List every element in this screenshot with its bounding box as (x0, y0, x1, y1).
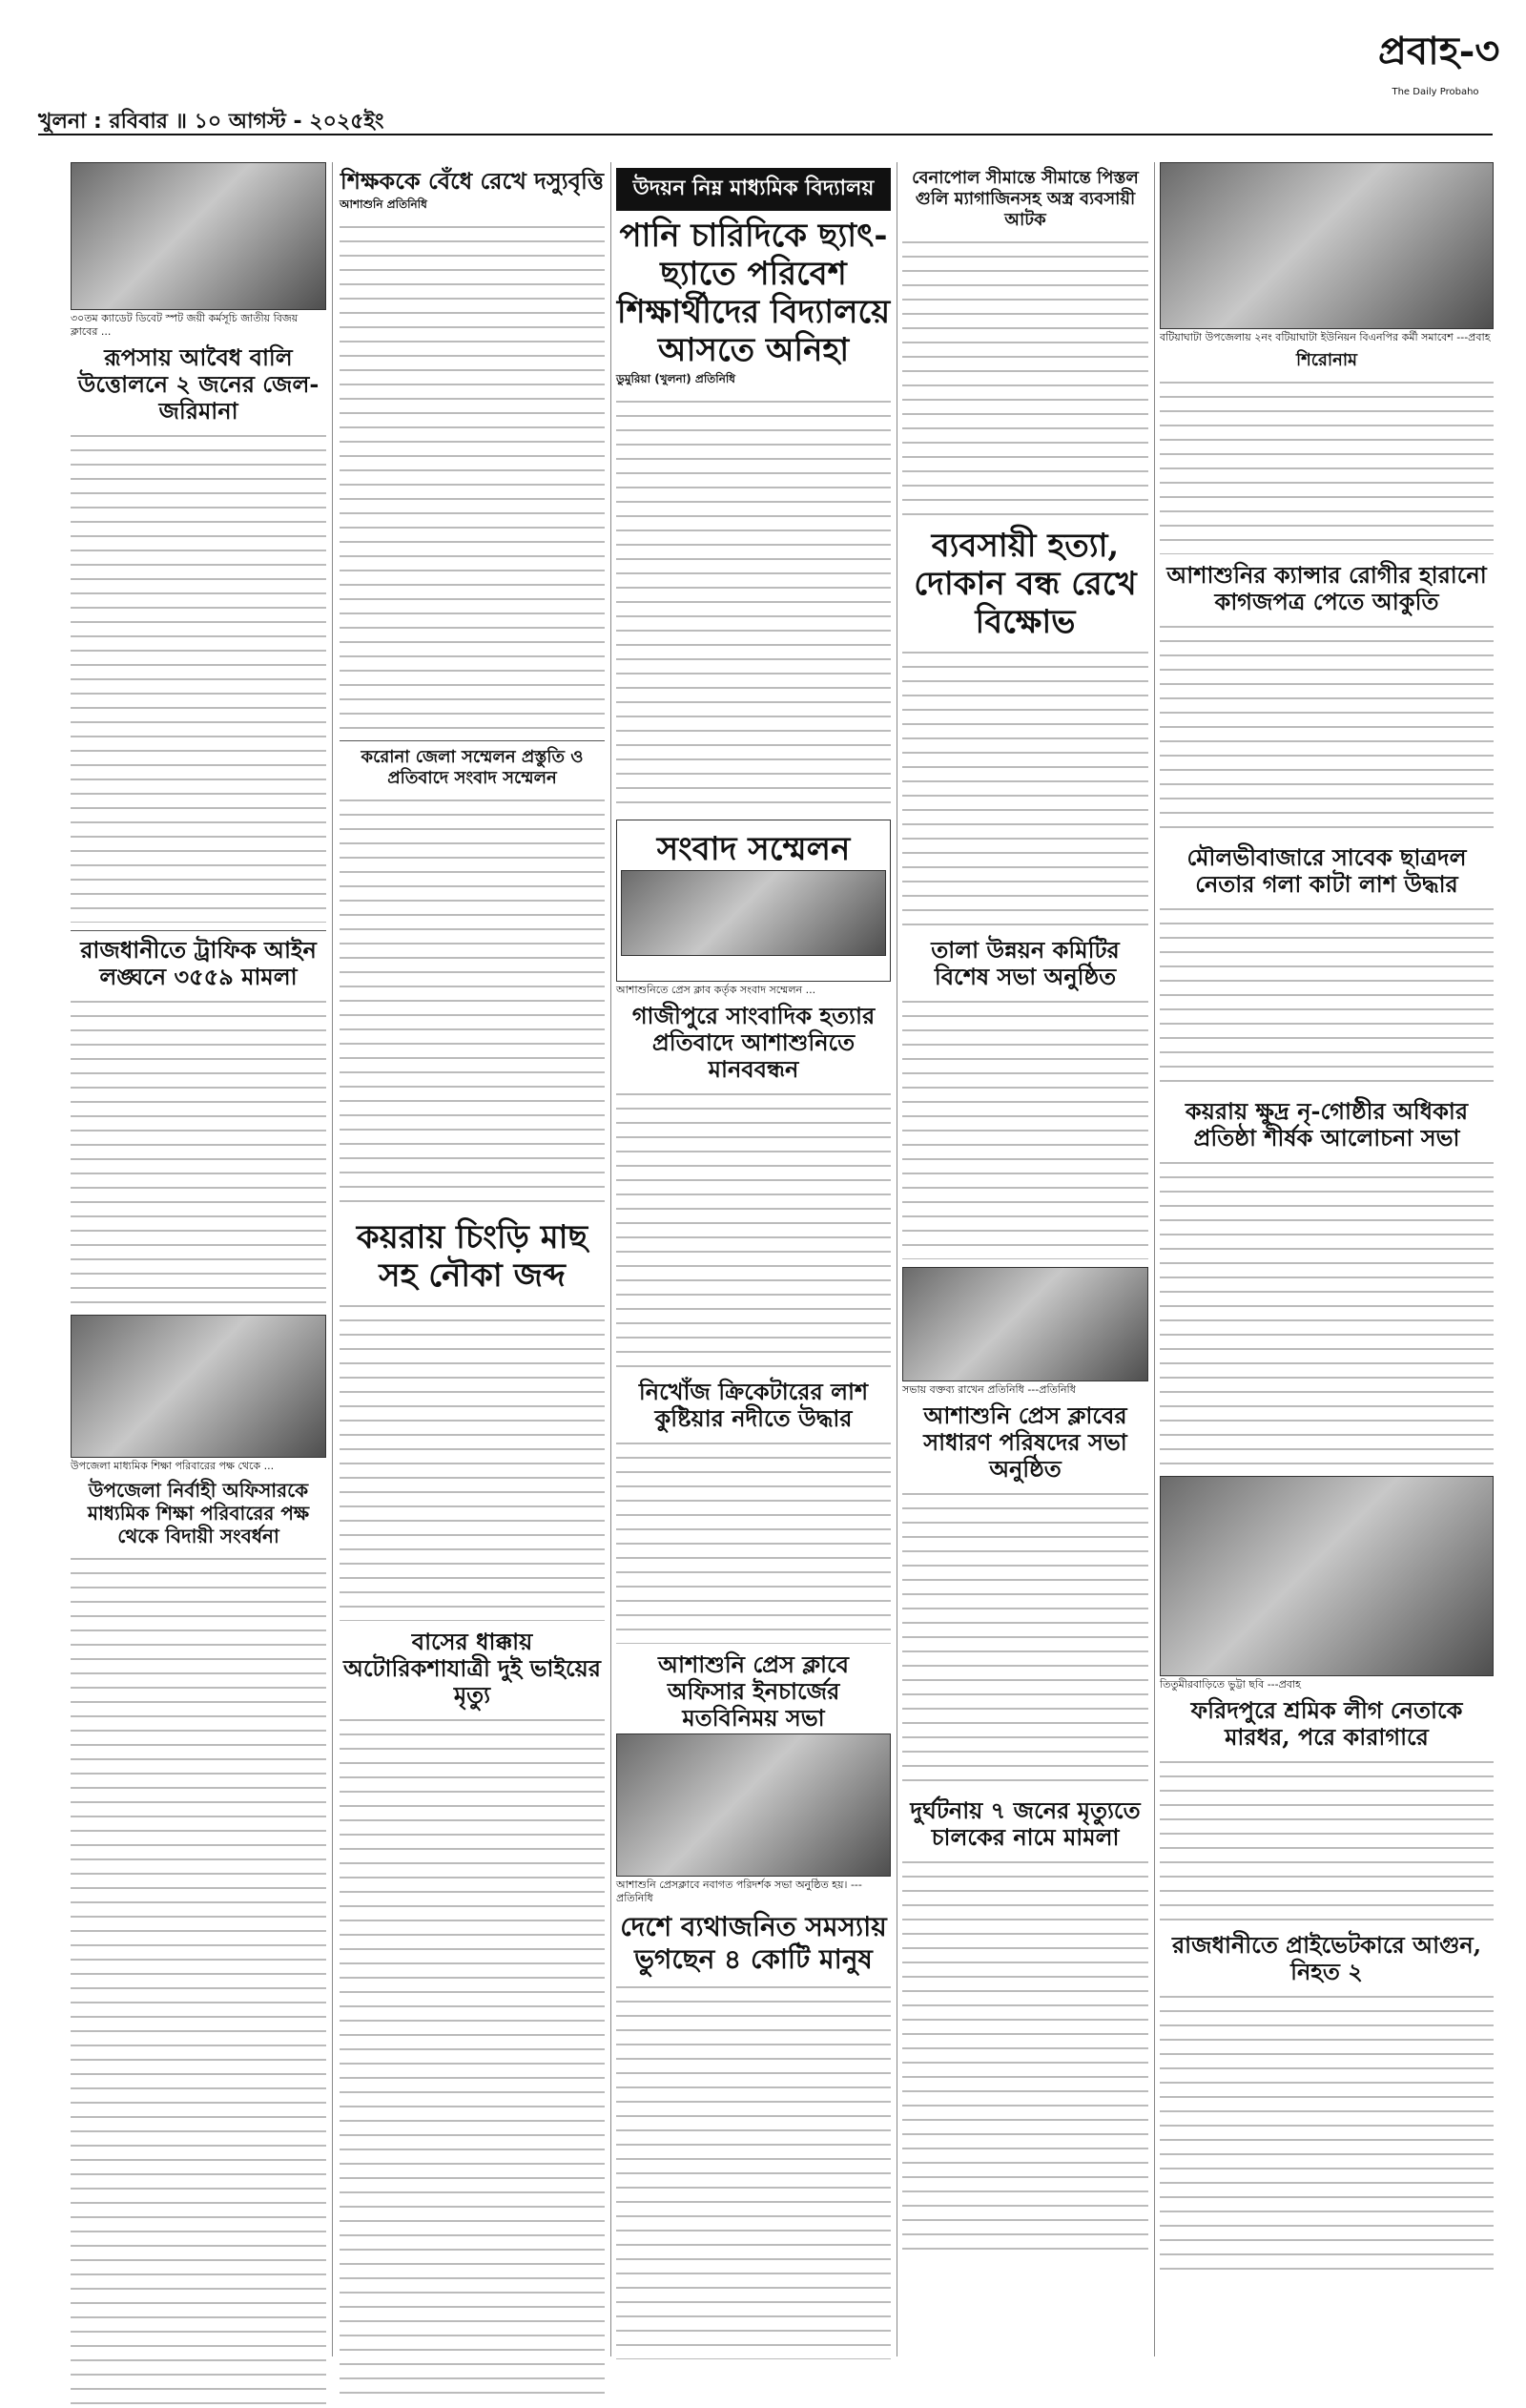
headline: শিরোনাম (1295, 350, 1358, 370)
headline: আশাশুনির ক্যান্সার রোগীর হারানো কাগজপত্র পেতে আকুতি (1166, 561, 1487, 615)
headline: রাজধানীতে প্রাইভেটকারে আগুন, নিহত ২ (1171, 1931, 1482, 1985)
article-body (616, 1434, 891, 1644)
press-conference-photo (616, 820, 891, 982)
photo-caption: সভায় বক্তব্য রাখেন প্রতিনিধি ---প্রতিনিধি (902, 1383, 1076, 1396)
headline: আশাশুনি প্রেস ক্লাবে অফিসার ইনচার্জের মতবিনিময় সভা (658, 1650, 849, 1732)
masthead (38, 21, 1500, 143)
column-4 (902, 162, 1148, 2356)
photo-caption: ৩০তম ক্যাডেট ডিবেট স্পট জয়ী কর্মসূচি জাতীয় বিজয় ক্লাবের ... (71, 312, 299, 338)
photo-caption: আশাশুনি প্রেসক্লাবে নবাগত পরিদর্শক সভা অনুষ্ঠিত হয়। ---প্রতিনিধি (616, 1879, 862, 1904)
article-body (340, 218, 605, 733)
column-rule (1154, 162, 1155, 2356)
article-body (340, 1297, 605, 1621)
photo-caption: আশাশুনিতে প্রেস ক্লাব কর্তৃক সংবাদ সম্মেলন ... (616, 984, 816, 996)
headline: দুর্ঘটনায় ৭ জনের মৃত্যুতে চালকের নামে মামলা (910, 1796, 1141, 1851)
headline: রূপসায় আবৈধ বালি উত্তোলনে ২ জনের জেল-জরিমানা (77, 343, 320, 425)
headline: ফরিদপুরে শ্রমিক লীগ নেতাকে মারধর, পরে কারাগারে (1190, 1696, 1463, 1751)
article-body (1160, 1153, 1494, 1468)
headline: রাজধানীতে ট্রাফিক আইন লঙ্ঘনে ৩৫৫৯ মামলা (80, 936, 317, 990)
byline: আশাশুনি প্রতিনিধি (340, 197, 427, 211)
news-photo (902, 1267, 1148, 1381)
headline: কয়রায় ক্ষুদ্র নৃ-গোষ্ঠীর অধিকার প্রতিষ্ঠা শীর্ষক আলোচনা সভা (1185, 1097, 1469, 1152)
headline: কয়রায় চিংড়ি মাছ সহ নৌকা জব্দ (356, 1218, 588, 1295)
news-photo (1160, 1476, 1494, 1676)
news-photo (71, 162, 326, 310)
column-1 (71, 162, 326, 2356)
headline: শিক্ষককে বেঁধে রেখে দস্যুবৃত্তি (340, 167, 605, 195)
headline: দেশে ব্যথাজনিত সমস্যায় ভুগছেন ৪ কোটি মানুষ (620, 1911, 887, 1975)
section-band: উদয়ন নিম্ন মাধ্যমিক বিদ্যালয় (616, 168, 891, 211)
banner-title: সংবাদ সম্মেলন (656, 830, 851, 868)
dateline: খুলনা : রবিবার ॥ ১০ আগস্ট - ২০২৫ইং (38, 110, 384, 134)
article-body (71, 992, 326, 1307)
byline: ডুমুরিয়া (খুলনা) প্রতিনিধি (616, 372, 736, 385)
article-body (902, 643, 1148, 929)
news-photo (71, 1315, 326, 1458)
divider (340, 740, 605, 741)
logo-subtitle: The Daily Probaho (1392, 87, 1479, 97)
date-bar (38, 105, 1493, 135)
lead-headline: পানি চারিদিকে ছ্যাৎ-ছ্যাতে পরিবেশ শিক্ষার্থীদের বিদ্যালয়ে আসতে অনিহা (616, 217, 891, 369)
page-number: -৩ (1458, 29, 1500, 73)
logo-text: প্রবাহ (1378, 29, 1459, 73)
headline: তালা উন্নয়ন কমিটির বিশেষ সভা অনুষ্ঠিত (931, 936, 1120, 990)
headline: করোনা জেলা সম্মেলন প্রস্তুতি ও প্রতিবাদে সংবাদ সম্মেলন (361, 747, 584, 788)
article-body (902, 992, 1148, 1259)
headline: ব্যবসায়ী হত্যা, দোকান বন্ধ রেখে বিক্ষোভ (914, 527, 1137, 641)
column-3 (616, 162, 891, 2356)
newspaper-logo (1378, 21, 1500, 97)
headline: আশাশুনি প্রেস ক্লাবের সাধারণ পরিষদের সভা অনুষ্ঠিত (923, 1401, 1127, 1483)
column-5 (1160, 162, 1494, 2356)
article-body (902, 233, 1148, 519)
news-photo (616, 1733, 891, 1877)
column-2 (340, 162, 605, 2356)
headline: বাসের ধাক্কায় অটোরিকশাযাত্রী দুই ভাইয়ের মৃত্যু (343, 1628, 601, 1709)
article-body (71, 1549, 326, 2408)
headline: উপজেলা নির্বাহী অফিসারকে মাধ্যমিক শিক্ষা পরিবারের পক্ষ থেকে বিদায়ী সংবর্ধনা (87, 1479, 310, 1547)
article-body (616, 392, 891, 812)
article-body (1160, 373, 1494, 554)
column-rule (610, 162, 611, 2356)
headline: বেনাপোল সীমান্তে সীমান্তে পিস্তল গুলি ম্যাগাজিনসহ অস্ত্র ব্যবসায়ী আটক (912, 168, 1139, 230)
article-body (616, 1978, 891, 2359)
article-body (1160, 900, 1494, 1090)
article-body (1160, 1987, 1494, 2273)
photo-caption: উপজেলা মাধ্যমিক শিক্ষা পরিবারের পক্ষ থেকে ... (71, 1460, 275, 1472)
headline: নিখোঁজ ক্রিকেটারের লাশ কুষ্টিয়ার নদীতে উদ্ধার (638, 1378, 869, 1432)
article-body (1160, 1753, 1494, 1924)
article-body (340, 791, 605, 1211)
column-rule (332, 162, 333, 2356)
article-body (1160, 617, 1494, 837)
article-body (340, 1711, 605, 2398)
headline: গাজীপুরে সাংবাদিক হত্যার প্রতিবাদে আশাশুনিতে মানববন্ধন (631, 1002, 876, 1083)
article-body (71, 426, 326, 923)
photo-caption: তিতুমীরবাড়িতে ভুট্টা ছবি ---প্রবাহ (1160, 1678, 1301, 1691)
article-body (902, 1484, 1148, 1790)
divider (71, 930, 326, 931)
article-body (616, 1085, 891, 1371)
news-photo (1160, 162, 1494, 329)
headline: মৌলভীবাজারে সাবেক ছাত্রদল নেতার গলা কাটা লাশ উদ্ধার (1186, 843, 1467, 898)
photo-caption: বটিয়াঘাটা উপজেলায় ২নং বটিয়াঘাটা ইউনিয়ন বিএনপির কর্মী সমাবেশ ---প্রবাহ (1160, 331, 1491, 343)
article-body (902, 1853, 1148, 2253)
news-photo (621, 870, 886, 956)
